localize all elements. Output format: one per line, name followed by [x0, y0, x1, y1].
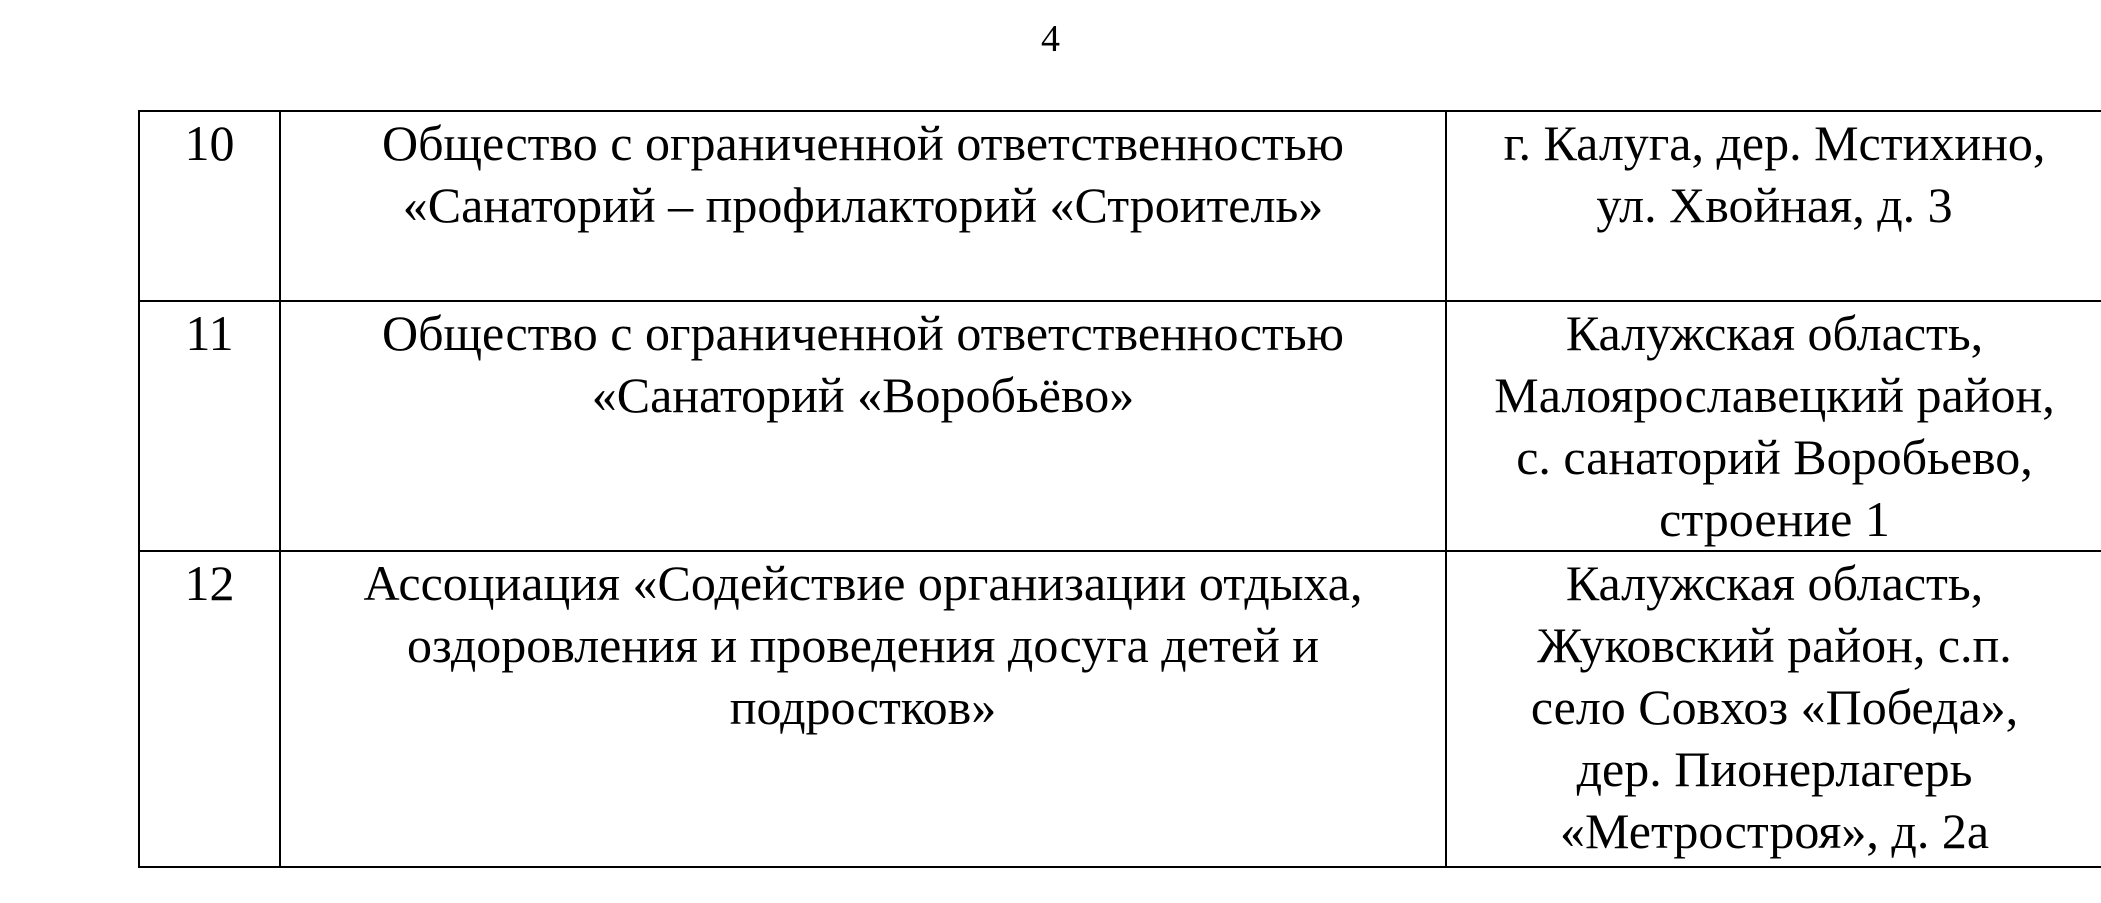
address-line: Калужская область,: [1565, 305, 1984, 361]
row-number-cell: [139, 551, 280, 867]
address-line: Калужская область,: [1565, 555, 1984, 611]
address-line: дер. Пионерлагерь: [1576, 741, 1973, 797]
address-line: с. санаторий Воробьево,: [1516, 429, 2033, 485]
table-row: [139, 551, 2101, 867]
table-row: [139, 111, 2101, 301]
organization-name-cell: [280, 551, 1446, 867]
address-line: Малоярославецкий район,: [1494, 367, 2055, 423]
address-cell: [1446, 111, 2101, 301]
row-number: 11: [185, 305, 234, 361]
page-number: 4: [1041, 18, 1060, 60]
address-line: «Метростроя», д. 2а: [1559, 803, 1990, 859]
organizations-table: [138, 110, 2101, 868]
organization-name-line: оздоровления и проведения досуга детей и: [406, 617, 1319, 673]
address-line: село Совхоз «Победа»,: [1530, 679, 2019, 735]
organization-name-line: «Санаторий – профилакторий «Строитель»: [402, 177, 1324, 233]
organization-name-line: Общество с ограниченной ответственностью: [382, 115, 1344, 171]
organization-name-cell: [280, 301, 1446, 551]
address-line: ул. Хвойная, д. 3: [1596, 177, 1953, 233]
address-line: строение 1: [1659, 491, 1890, 547]
organization-name-cell: [280, 111, 1446, 301]
table-row: [139, 301, 2101, 551]
address-line: г. Калуга, дер. Мстихино,: [1503, 115, 2046, 171]
address-cell: [1446, 301, 2101, 551]
address-cell: [1446, 551, 2101, 867]
organization-name-line: «Санаторий «Воробьёво»: [591, 367, 1135, 423]
organization-name-line: Ассоциация «Содействие организации отдыха,: [363, 555, 1363, 611]
row-number: 10: [184, 115, 235, 171]
row-number-cell: [139, 111, 280, 301]
row-number-cell: [139, 301, 280, 551]
row-number: 12: [184, 555, 235, 611]
organization-name-line: Общество с ограниченной ответственностью: [382, 305, 1344, 361]
organization-name-line: подростков»: [729, 679, 997, 735]
address-line: Жуковский район, с.п.: [1537, 617, 2012, 673]
